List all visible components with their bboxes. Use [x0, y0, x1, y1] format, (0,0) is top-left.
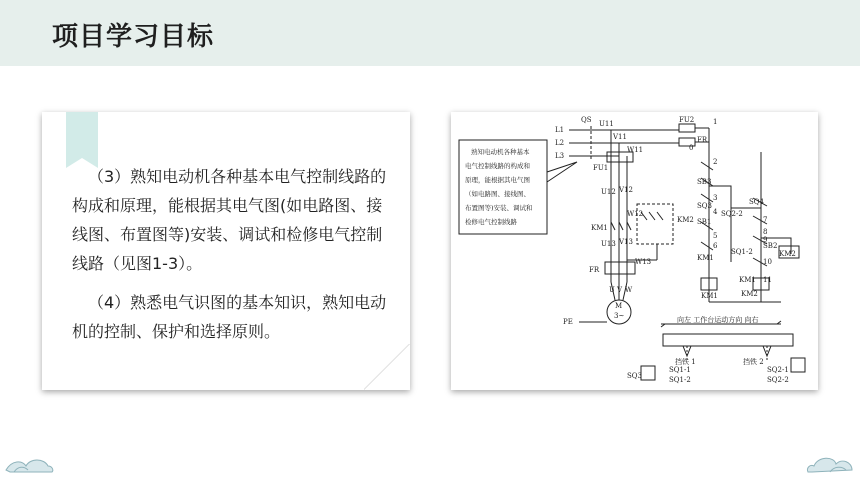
svg-text:8: 8 [763, 228, 768, 236]
svg-text:2: 2 [713, 158, 718, 166]
svg-text:挡铁 2: 挡铁 2 [743, 358, 764, 366]
svg-text:M: M [615, 302, 623, 310]
svg-text:SB2: SB2 [763, 242, 778, 250]
bookmark-tab [66, 112, 98, 158]
svg-text:7: 7 [763, 216, 768, 224]
svg-text:KM1: KM1 [739, 276, 756, 284]
svg-text:SQ1-2: SQ1-2 [669, 376, 691, 384]
page-title: 项目学习目标 [52, 22, 215, 52]
svg-text:SQ4: SQ4 [749, 198, 764, 206]
cloud-ornament-left [4, 452, 56, 476]
svg-text:L3: L3 [555, 152, 565, 160]
header-bar [0, 0, 860, 66]
svg-text:V12: V12 [619, 186, 633, 194]
svg-text:FR: FR [589, 266, 600, 274]
svg-text:SB3: SB3 [697, 178, 712, 186]
svg-text:0: 0 [689, 144, 694, 152]
svg-text:1: 1 [713, 118, 718, 126]
svg-text:V11: V11 [613, 133, 627, 141]
svg-text:3: 3 [713, 194, 718, 202]
svg-text:FU1: FU1 [593, 164, 609, 172]
svg-text:KM2: KM2 [677, 216, 694, 224]
cloud-ornament-right [804, 452, 856, 476]
svg-text:W13: W13 [635, 258, 652, 266]
svg-text:L1: L1 [555, 126, 565, 134]
svg-text:V13: V13 [619, 238, 633, 246]
svg-text:QS: QS [581, 116, 592, 124]
svg-text:10: 10 [763, 258, 772, 266]
svg-text:SQ3: SQ3 [627, 372, 642, 380]
svg-text:W11: W11 [627, 146, 644, 154]
objective-3-text: （3）熟知电动机各种基本电气控制线路的构成和原理，能根据其电气图(如电路图、接线图、布置图等)安装、调试和检修电气控制线路（见图1-3）。 [72, 167, 387, 273]
svg-text:KM1: KM1 [697, 254, 714, 262]
callout-pointer [547, 162, 577, 182]
svg-text:KM1: KM1 [591, 224, 608, 232]
svg-text:FR: FR [697, 136, 708, 144]
svg-text:SQ2-1: SQ2-1 [767, 366, 789, 374]
svg-text:V: V [617, 286, 623, 294]
circuit-diagram-card [451, 112, 818, 390]
svg-text:6: 6 [713, 242, 718, 250]
svg-text:L2: L2 [555, 139, 565, 147]
svg-text:PE: PE [563, 318, 573, 326]
svg-text:SQ1-1: SQ1-1 [669, 366, 691, 374]
svg-text:U11: U11 [599, 120, 614, 128]
svg-text:SQ1-2: SQ1-2 [731, 248, 753, 256]
svg-text:KM2: KM2 [741, 290, 758, 298]
svg-text:W12: W12 [627, 210, 644, 218]
objective-4-text: （4）熟悉电气识图的基本知识，熟知电动机的控制、保护和选择原则。 [72, 293, 387, 341]
svg-text:（如电路图、接线图、: （如电路图、接线图、 [465, 190, 530, 198]
svg-text:向左 工作台运动方向 向右: 向左 工作台运动方向 向右 [677, 316, 759, 324]
page-curl-corner [364, 344, 410, 390]
svg-text:SQ2-2: SQ2-2 [721, 210, 743, 218]
svg-text:U12: U12 [601, 188, 616, 196]
svg-text:KM2: KM2 [779, 250, 796, 258]
svg-text:原理，能根据其电气图: 原理，能根据其电气图 [465, 176, 530, 184]
svg-text:电气控制线路的构成和: 电气控制线路的构成和 [465, 162, 530, 170]
svg-text:U: U [609, 286, 615, 294]
svg-text:9: 9 [763, 236, 768, 244]
svg-text:U13: U13 [601, 240, 616, 248]
svg-text:3~: 3~ [614, 312, 625, 320]
svg-text:W: W [625, 286, 633, 294]
svg-text:熟知电动机各种基本: 熟知电动机各种基本 [471, 148, 530, 156]
circuit-diagram [451, 112, 818, 390]
svg-text:检修电气控制线路: 检修电气控制线路 [465, 218, 517, 226]
svg-text:4: 4 [713, 208, 718, 216]
svg-text:SQ2-2: SQ2-2 [767, 376, 789, 384]
svg-text:布置图等)安装、调试和: 布置图等)安装、调试和 [465, 204, 533, 212]
objectives-card [42, 112, 410, 390]
svg-text:KM1: KM1 [701, 292, 718, 300]
svg-text:挡铁 1: 挡铁 1 [675, 358, 696, 366]
svg-text:FU2: FU2 [679, 116, 695, 124]
svg-text:SB1: SB1 [697, 218, 712, 226]
svg-text:5: 5 [713, 232, 718, 240]
svg-text:11: 11 [763, 276, 772, 284]
svg-text:SQ3: SQ3 [697, 202, 712, 210]
